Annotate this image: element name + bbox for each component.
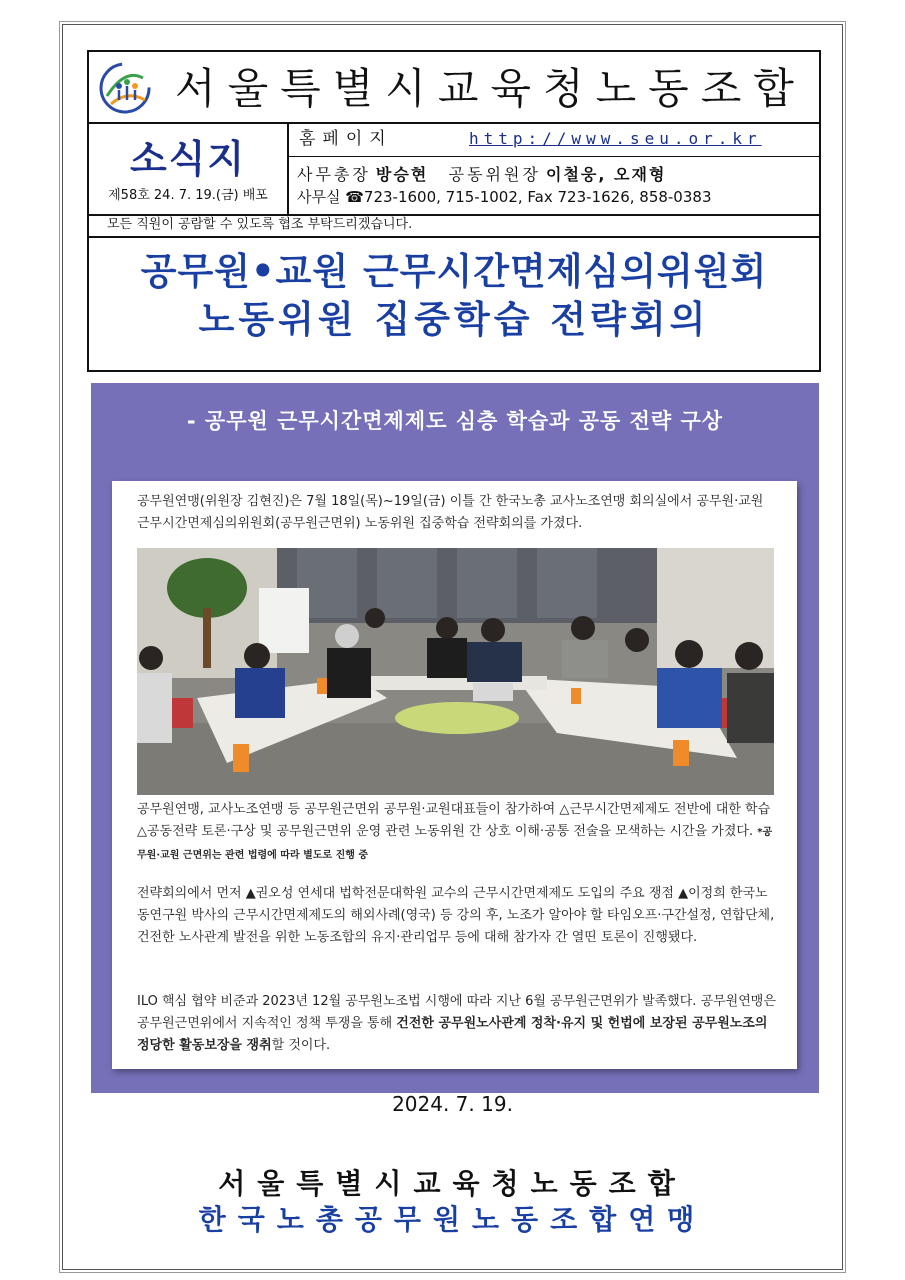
paragraph-3: 전략회의에서 먼저 ▲권오성 연세대 법학전문대학원 교수의 근무시간면제제도 도입의 주요 쟁점 ▲이정희 한국노동연구원 박사의 근무시간면제제도의 해외사례(영국) 등 강의 후, 노조가 알아야 할 타임오프·구간설정, 연합단체, 건전한 노사관계 발전을 위한 노동조합의 유지·관리업무 등에 대해 참가자 간 열띤 토론이 진행됐다.: [137, 886, 775, 945]
title-row: [89, 52, 819, 124]
signature-federation: 한국노총공무원노동조합연맹: [198, 1203, 707, 1236]
article-panel: [91, 383, 819, 1093]
notice-row: [89, 214, 819, 238]
newsletter-header: [87, 50, 821, 372]
union-title: 서울특별시교육청노동조합: [175, 64, 806, 113]
newsletter-title: 소식지: [129, 137, 247, 181]
paragraph-4-text-b: 할 것이다.: [271, 1038, 331, 1053]
issue-info: 제58호 24. 7. 19.(금) 배포: [108, 188, 268, 203]
headline: [89, 238, 819, 370]
secretary-name: 방승현: [375, 165, 429, 184]
office-contact: 사무실 ☎723-1600, 715-1002, Fax 723-1626, 858-0383: [297, 188, 712, 206]
paragraph-2-note: *공무원·교원 근면위는 관련 법령에 따라 별도로 진행 중: [137, 827, 773, 861]
signature-union: 서울특별시교육청노동조합: [218, 1167, 687, 1200]
article-subtitle: - 공무원 근무시간면제제도 심층 학습과 공동 전략 구상: [186, 409, 724, 433]
paragraph-2-text: 공무원연맹, 교사노조연맹 등 공무원근면위 공무원·교원대표들이 참가하여 △근무시간면제제도 전반에 대한 학습 △공동전략 토론·구상 및 공무원근면위 운영 관련 노동위원 간 상호 이해·공통 전술을 모색하는 시간을 가졌다.: [137, 802, 771, 839]
paragraph-2: [137, 799, 777, 867]
headline-line-1: 공무원•교원 근무시간면제심의위원회: [140, 250, 768, 293]
paragraph-4-text-a: ILO 핵심 협약 비준과 2023년 12월 공무원노조법 시행에 따라 지난 6월 공무원근면위가 발족했다. 공무원연맹은 공무원근면위에서 지속적인 정책 투쟁을 통해: [137, 994, 776, 1031]
homepage-row: [289, 122, 819, 157]
officers-line: [297, 162, 817, 185]
union-logo-icon: [97, 60, 153, 116]
homepage-label: 홈페이지: [299, 129, 393, 149]
secretary-label: 사무총장: [297, 165, 371, 184]
article-card: [112, 481, 797, 1069]
paragraph-4: [137, 991, 777, 1057]
headline-line-2: 노동위원 집중학습 전략회의: [198, 298, 710, 341]
issue-date: 2024. 7. 19.: [392, 1092, 513, 1116]
co-chair-names: 이철웅, 오재형: [546, 165, 667, 184]
paragraph-4-bold: 건전한 공무원노사관계 정착·유지 및 헌법에 보장된 공무원노조의 정당한 활동보장을 쟁취: [137, 1016, 768, 1053]
info-row: [89, 122, 819, 216]
meeting-photo: [137, 548, 774, 795]
newsletter-label-box: [89, 122, 289, 214]
homepage-link[interactable]: http://www.seu.or.kr: [469, 129, 762, 148]
co-chair-label: 공동위원장: [448, 165, 541, 184]
paragraph-1: 공무원연맹(위원장 김현진)은 7월 18일(목)~19일(금) 이틀 간 한국노총 교사노조연맹 회의실에서 공무원·교원 근무시간면제심의위원회(공무원근면위) 노동위원 집중학습 전략회의를 가졌다.: [137, 494, 764, 531]
notice-text: 모든 직원이 공람할 수 있도록 협조 부탁드리겠습니다.: [107, 217, 413, 232]
